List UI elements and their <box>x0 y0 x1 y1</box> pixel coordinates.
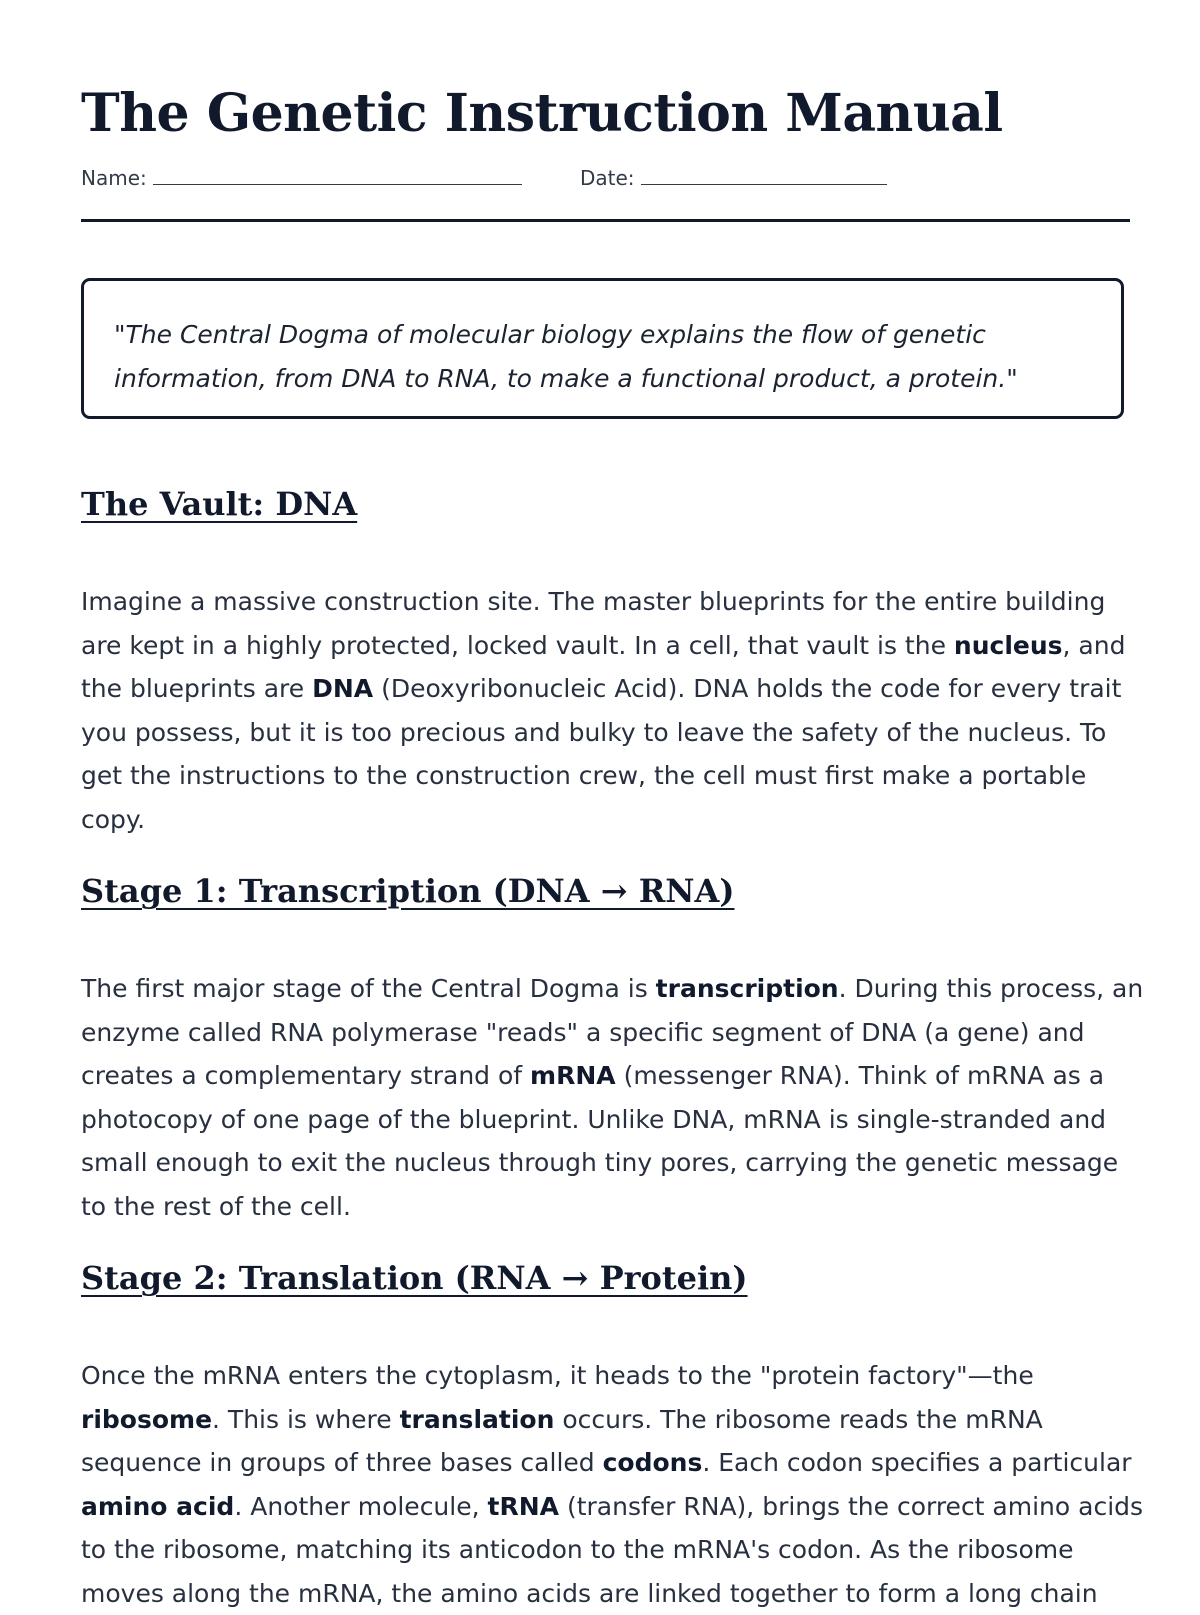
body-text-run: (messenger RNA). Think of mRNA as a <box>616 1061 1104 1090</box>
section-body-transcription <box>81 967 1130 1228</box>
body-text-line <box>81 1098 1130 1142</box>
body-text-run: . Each codon specifies a particular <box>702 1448 1131 1477</box>
body-text-line <box>81 667 1130 711</box>
body-text-line <box>81 624 1130 668</box>
key-term: amino acid <box>81 1492 234 1521</box>
key-term: transcription <box>656 974 839 1003</box>
body-text-run: copy. <box>81 805 145 834</box>
section-body-dna <box>81 580 1130 841</box>
body-text-line <box>81 1141 1130 1185</box>
body-text-run: the blueprints are <box>81 674 312 703</box>
body-text-run: occurs. The ribosome reads the mRNA <box>554 1405 1042 1434</box>
date-blank-line[interactable] <box>641 166 887 185</box>
date-label: Date: <box>580 166 635 190</box>
body-text-line <box>81 1485 1130 1529</box>
key-term: DNA <box>312 674 373 703</box>
body-text-run: (Deoxyribonucleic Acid). DNA holds the code for every trait <box>373 674 1121 703</box>
quote-box <box>81 278 1124 419</box>
body-text-line <box>81 1185 1130 1229</box>
quote-line: information, from DNA to RNA, to make a functional product, a protein." <box>114 357 1091 401</box>
name-field[interactable] <box>81 164 522 192</box>
body-text-run: (transfer RNA), brings the correct amino acids <box>559 1492 1143 1521</box>
body-text-run: sequence in groups of three bases called <box>81 1448 603 1477</box>
key-term: tRNA <box>488 1492 559 1521</box>
body-text-run: small enough to exit the nucleus through tiny pores, carrying the genetic message <box>81 1148 1118 1177</box>
body-text-line <box>81 1441 1130 1485</box>
body-text-run: . During this process, an <box>839 974 1144 1003</box>
section-heading-translation: Stage 2: Translation (RNA → Protein) <box>81 1258 748 1298</box>
body-text-run: enzyme called RNA polymerase "reads" a specific segment of DNA (a gene) and <box>81 1018 1085 1047</box>
date-field[interactable] <box>580 164 887 192</box>
key-term: ribosome <box>81 1405 212 1434</box>
body-text-line <box>81 1354 1130 1398</box>
header-divider <box>81 219 1130 222</box>
key-term: translation <box>400 1405 555 1434</box>
body-text-line <box>81 754 1130 798</box>
body-text-run: moves along the mRNA, the amino acids are linked together to form a long chain <box>81 1579 1098 1608</box>
body-text-run: creates a complementary strand of <box>81 1061 530 1090</box>
body-text-line <box>81 1054 1130 1098</box>
body-text-line <box>81 1011 1130 1055</box>
body-text-line <box>81 580 1130 624</box>
section-heading-dna: The Vault: DNA <box>81 484 357 524</box>
body-text-run: , and <box>1063 631 1126 660</box>
body-text-run: . This is where <box>212 1405 400 1434</box>
body-text-line <box>81 711 1130 755</box>
key-term: codons <box>603 1448 703 1477</box>
key-term: nucleus <box>954 631 1063 660</box>
body-text-run: The first major stage of the Central Dogma is <box>81 974 656 1003</box>
body-text-line <box>81 798 1130 842</box>
name-label: Name: <box>81 166 147 190</box>
key-term: mRNA <box>530 1061 616 1090</box>
quote-line: "The Central Dogma of molecular biology explains the flow of genetic <box>114 313 1091 357</box>
body-text-run: photocopy of one page of the blueprint. Unlike DNA, mRNA is single-stranded and <box>81 1105 1106 1134</box>
body-text-line <box>81 1572 1130 1615</box>
name-blank-line[interactable] <box>153 166 522 185</box>
body-text-run: Once the mRNA enters the cytoplasm, it heads to the "protein factory"—the <box>81 1361 1034 1390</box>
quote-text <box>114 313 1091 401</box>
section-body-translation <box>81 1354 1130 1615</box>
body-text-run: Imagine a massive construction site. The master blueprints for the entire building <box>81 587 1105 616</box>
body-text-run: are kept in a highly protected, locked vault. In a cell, that vault is the <box>81 631 954 660</box>
body-text-line <box>81 967 1130 1011</box>
body-text-run: to the ribosome, matching its anticodon to the mRNA's codon. As the ribosome <box>81 1535 1073 1564</box>
body-text-run: . Another molecule, <box>234 1492 487 1521</box>
page-title: The Genetic Instruction Manual <box>81 82 1003 146</box>
body-text-line <box>81 1528 1130 1572</box>
section-heading-transcription: Stage 1: Transcription (DNA → RNA) <box>81 871 735 911</box>
body-text-run: to the rest of the cell. <box>81 1192 351 1221</box>
body-text-run: you possess, but it is too precious and bulky to leave the safety of the nucleus. To <box>81 718 1106 747</box>
body-text-run: get the instructions to the construction crew, the cell must first make a portable <box>81 761 1086 790</box>
body-text-line <box>81 1398 1130 1442</box>
